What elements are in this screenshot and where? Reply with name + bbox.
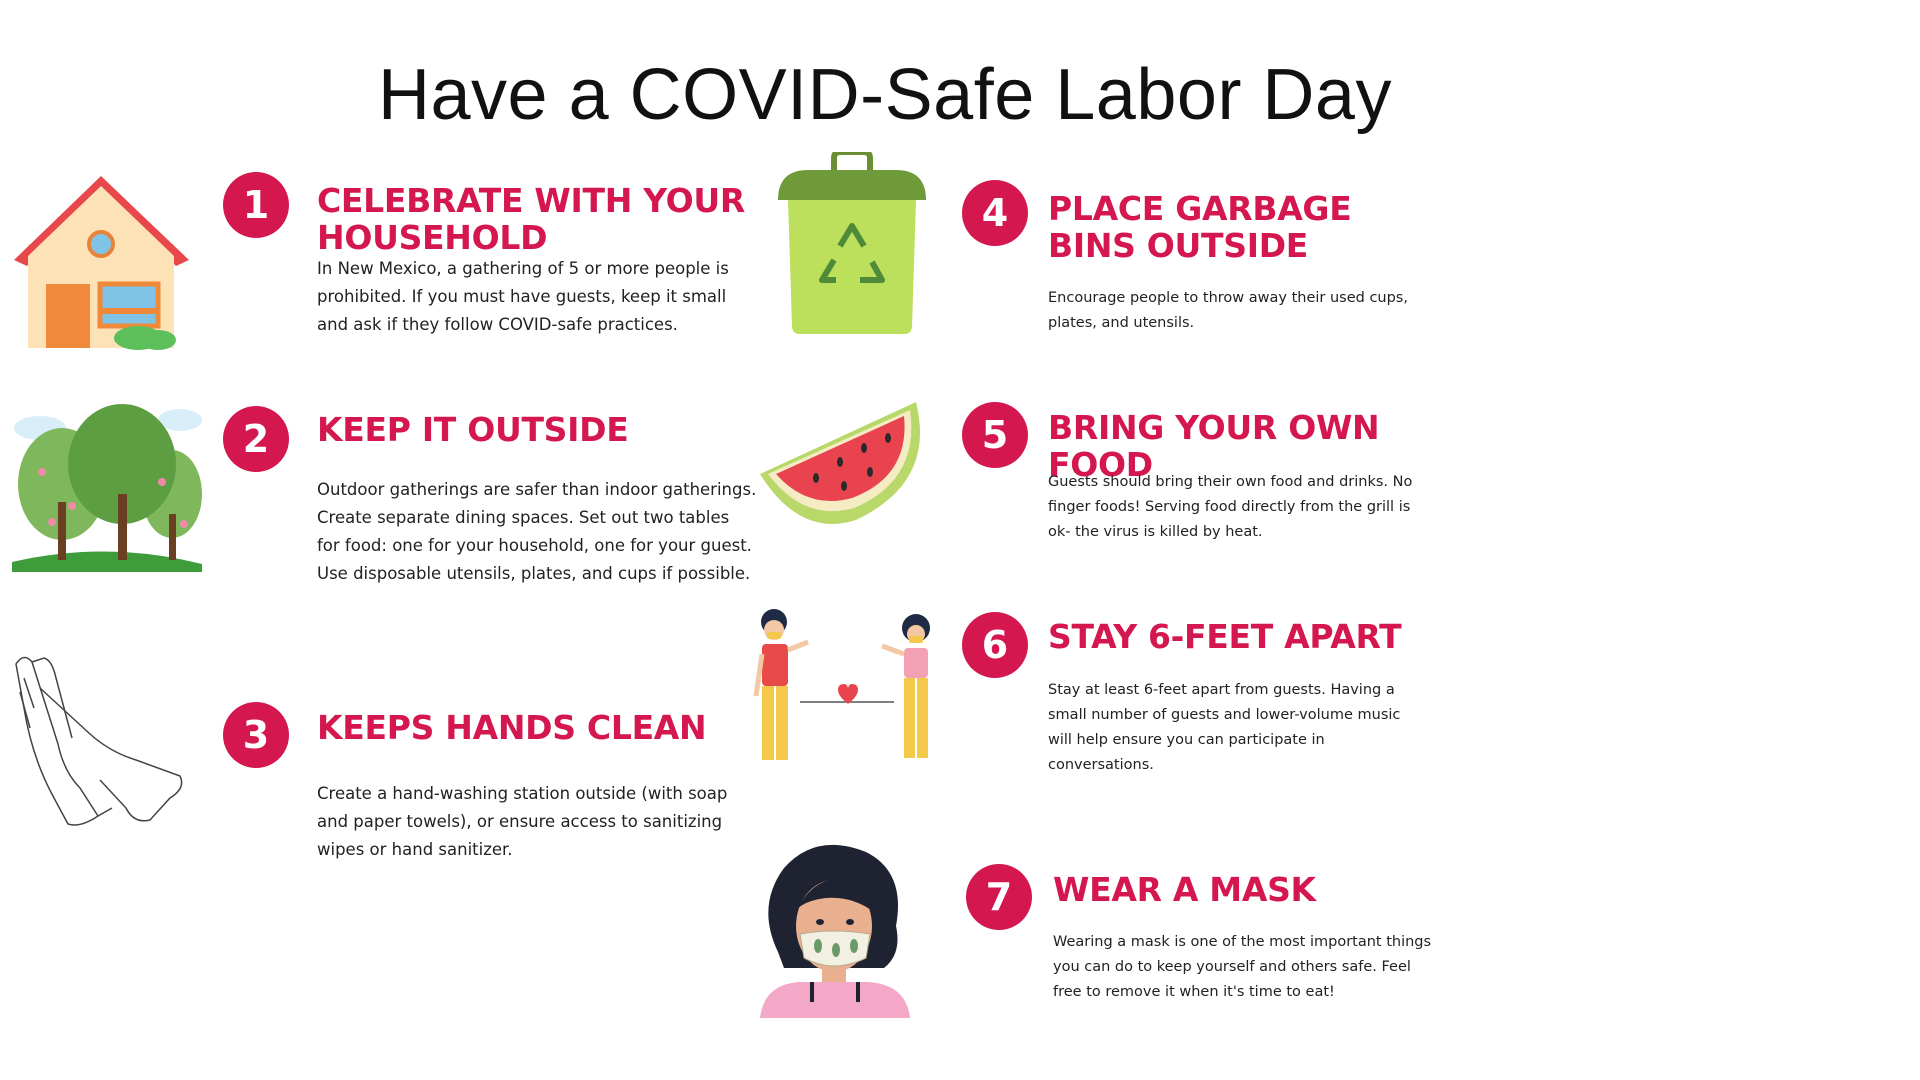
step-description: In New Mexico, a gathering of 5 or more people is prohibited. If you must have guests, keep it small and ask if they follow COVID-safe practices.	[317, 259, 729, 334]
step-heading: BRING YOUR OWN FOOD	[1048, 408, 1380, 484]
step-number-badge: 1	[223, 172, 289, 238]
praying-hands-icon	[10, 648, 190, 830]
step-number-badge: 4	[962, 180, 1028, 246]
step-number-badge: 2	[223, 406, 289, 472]
step-number-badge: 6	[962, 612, 1028, 678]
recycle-bin-icon	[778, 152, 926, 334]
trees-icon	[12, 402, 202, 572]
step-number-badge: 3	[223, 702, 289, 768]
step-description: Outdoor gatherings are safer than indoor gatherings. Create separate dining spaces. Set out two tables for food: one for your household, one for your guest. Use disposable utensils, plates, and cups if possible.	[317, 480, 757, 583]
step-heading: WEAR A MASK	[1053, 870, 1316, 909]
step-number-badge: 7	[966, 864, 1032, 930]
distanced-people-icon	[748, 606, 948, 776]
step-description: Guests should bring their own food and drinks. No finger foods! Serving food directly from the grill is ok- the virus is killed by heat.	[1048, 474, 1413, 540]
watermelon-icon	[760, 398, 926, 530]
masked-woman-icon	[756, 842, 914, 1018]
step-description: Encourage people to throw away their used cups, plates, and utensils.	[1048, 290, 1408, 331]
step-heading: PLACE GARBAGE BINS OUTSIDE	[1048, 189, 1352, 265]
step-heading: KEEPS HANDS CLEAN	[317, 708, 707, 747]
step-description: Wearing a mask is one of the most important things you can do to keep yourself and others safe. Feel free to remove it when it's time to eat!	[1053, 934, 1432, 1000]
step-heading: STAY 6-FEET APART	[1048, 617, 1402, 656]
step-description: Stay at least 6-feet apart from guests. Having a small number of guests and lower-volume music will help ensure you can participate in conversations.	[1048, 682, 1401, 773]
house-icon	[14, 172, 189, 352]
step-number-badge: 5	[962, 402, 1028, 468]
step-description: Create a hand-washing station outside (with soap and paper towels), or ensure access to sanitizing wipes or hand sanitizer.	[317, 784, 728, 859]
step-heading: KEEP IT OUTSIDE	[317, 410, 629, 449]
step-heading: CELEBRATE WITH YOUR HOUSEHOLD	[317, 181, 745, 257]
page-title: Have a COVID-Safe Labor Day	[378, 55, 1392, 135]
